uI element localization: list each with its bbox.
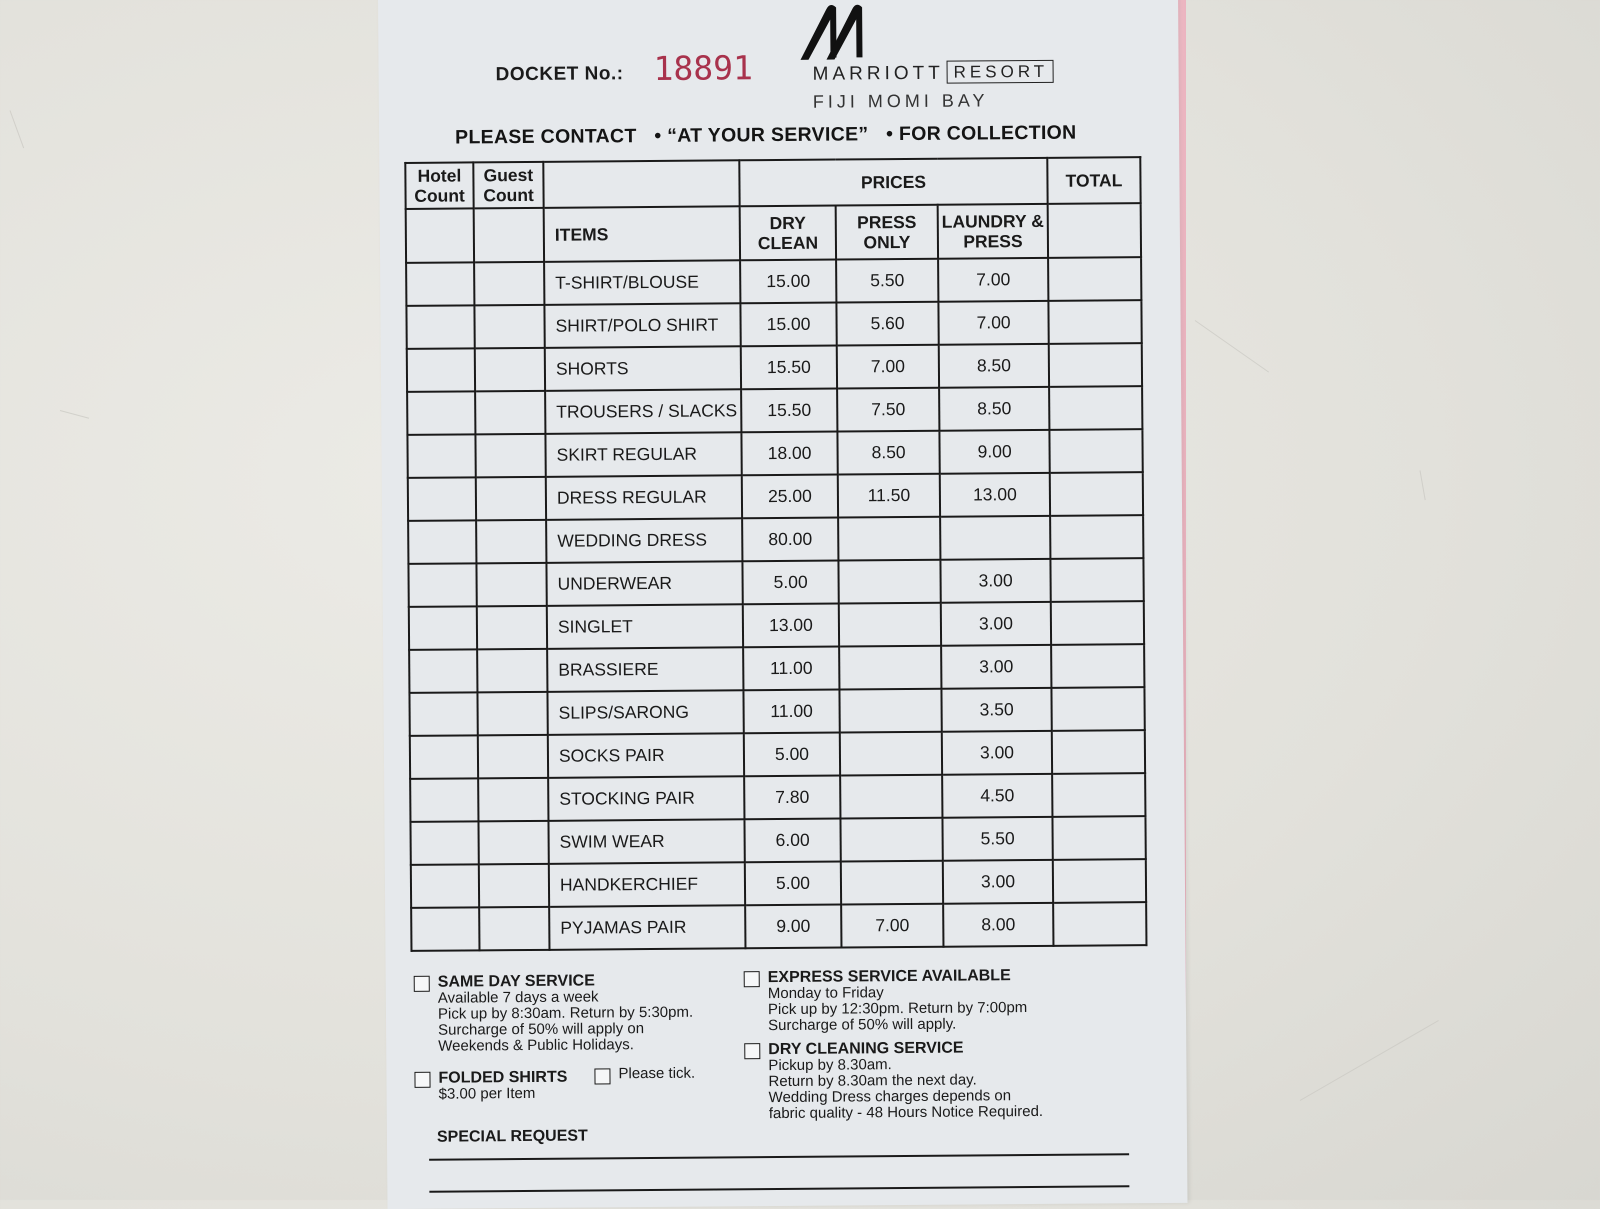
total-cell[interactable] bbox=[1050, 558, 1143, 602]
hotel-count-header: Hotel Count bbox=[405, 162, 473, 209]
laundry-press-price: 3.00 bbox=[941, 602, 1051, 646]
item-name: WEDDING DRESS bbox=[546, 518, 742, 563]
total-cell[interactable] bbox=[1048, 300, 1141, 344]
service-options bbox=[414, 967, 1154, 1123]
item-name: HANDKERCHIEF bbox=[549, 862, 745, 907]
table-row bbox=[407, 386, 1142, 435]
total-cell[interactable] bbox=[1049, 429, 1142, 473]
prices-header: PRICES bbox=[739, 158, 1047, 206]
hotel-count-cell[interactable] bbox=[407, 434, 475, 478]
table-row bbox=[407, 343, 1142, 392]
same-day-line: Pick up by 8:30am. Return by 5:30pm. bbox=[437, 1003, 694, 1023]
dry-cleaning-line: Return by 8.30am the next day. bbox=[768, 1071, 977, 1091]
table-row bbox=[410, 773, 1145, 822]
laundry-press-price: 3.00 bbox=[943, 860, 1053, 904]
table-row bbox=[406, 257, 1141, 306]
hotel-count-cell[interactable] bbox=[410, 735, 478, 779]
guest-count-cell[interactable] bbox=[476, 477, 546, 521]
dry-clean-price: 13.00 bbox=[743, 604, 839, 648]
guest-count-cell[interactable] bbox=[478, 778, 548, 822]
same-day-line: Surcharge of 50% will apply on bbox=[438, 1020, 645, 1039]
folded-shirts-price: $3.00 per Item bbox=[438, 1084, 536, 1103]
please-tick-checkbox[interactable] bbox=[594, 1068, 610, 1084]
guest-count-cell[interactable] bbox=[475, 434, 545, 478]
total-cell[interactable] bbox=[1051, 687, 1144, 731]
guest-count-blank bbox=[474, 208, 544, 263]
hotel-count-cell[interactable] bbox=[410, 778, 478, 822]
total-cell[interactable] bbox=[1051, 601, 1144, 645]
marble-vein bbox=[10, 110, 25, 148]
hotel-count-cell[interactable] bbox=[408, 477, 476, 521]
item-name: SHIRT/POLO SHIRT bbox=[544, 303, 740, 348]
guest-count-header: Guest Count bbox=[473, 162, 543, 209]
contact-line bbox=[455, 122, 1089, 150]
table-row bbox=[407, 429, 1142, 478]
hotel-count-cell[interactable] bbox=[407, 348, 475, 392]
guest-count-cell[interactable] bbox=[479, 907, 549, 951]
laundry-press-price: 8.00 bbox=[943, 903, 1053, 947]
item-name: SOCKS PAIR bbox=[548, 733, 744, 778]
contact-at-your-service: • “AT YOUR SERVICE” bbox=[654, 123, 869, 147]
dry-clean-price: 5.00 bbox=[745, 862, 841, 906]
hotel-count-cell[interactable] bbox=[408, 563, 476, 607]
laundry-press-price: 4.50 bbox=[942, 774, 1052, 818]
dry-clean-price: 11.00 bbox=[743, 647, 839, 691]
total-header: TOTAL bbox=[1047, 157, 1140, 204]
laundry-press-price: 8.50 bbox=[939, 387, 1049, 431]
total-blank bbox=[1048, 203, 1141, 258]
dry-clean-price: 18.00 bbox=[741, 432, 837, 476]
item-name: STOCKING PAIR bbox=[548, 776, 744, 821]
laundry-docket bbox=[378, 0, 1187, 1209]
items-header: ITEMS bbox=[544, 206, 740, 262]
same-day-title: SAME DAY SERVICE bbox=[437, 972, 595, 991]
dry-clean-price: 5.00 bbox=[744, 733, 840, 777]
marble-vein bbox=[60, 410, 89, 419]
press-only-price bbox=[838, 517, 940, 561]
same-day-line: Weekends & Public Holidays. bbox=[438, 1036, 634, 1055]
total-cell[interactable] bbox=[1048, 257, 1141, 301]
press-only-header: PRESS ONLY bbox=[836, 205, 938, 260]
items-blank-header bbox=[543, 160, 739, 208]
dry-clean-price: 15.50 bbox=[741, 389, 837, 433]
hotel-count-cell[interactable] bbox=[411, 864, 479, 908]
dry-cleaning-line: fabric quality - 48 Hours Notice Required. bbox=[768, 1102, 1044, 1123]
laundry-press-price: 5.50 bbox=[942, 817, 1052, 861]
marble-vein bbox=[1300, 1020, 1439, 1101]
table-row bbox=[410, 730, 1145, 779]
laundry-press-price: 7.00 bbox=[938, 258, 1048, 302]
contact-please: PLEASE CONTACT bbox=[455, 125, 637, 149]
guest-count-cell[interactable] bbox=[478, 821, 548, 865]
press-only-price bbox=[839, 603, 941, 647]
guest-count-cell[interactable] bbox=[475, 391, 545, 435]
total-cell[interactable] bbox=[1049, 386, 1142, 430]
folded-shirts-title: FOLDED SHIRTS bbox=[438, 1068, 568, 1087]
dry-clean-price: 9.00 bbox=[745, 905, 841, 949]
press-only-price bbox=[840, 732, 942, 776]
total-cell[interactable] bbox=[1053, 902, 1146, 946]
special-request-label: SPECIAL REQUEST bbox=[436, 1127, 588, 1146]
marble-vein bbox=[1420, 470, 1426, 500]
press-only-price: 7.00 bbox=[841, 904, 943, 948]
dry-clean-price: 7.80 bbox=[744, 776, 840, 820]
laundry-press-price: 13.00 bbox=[940, 473, 1050, 517]
hotel-count-cell[interactable] bbox=[411, 907, 479, 951]
special-request-line[interactable] bbox=[429, 1153, 1129, 1160]
dry-clean-price: 15.50 bbox=[741, 346, 837, 390]
guest-count-cell[interactable] bbox=[474, 305, 544, 349]
hotel-count-cell[interactable] bbox=[410, 821, 478, 865]
total-cell[interactable] bbox=[1052, 730, 1145, 774]
item-name: PYJAMAS PAIR bbox=[549, 905, 745, 950]
price-table bbox=[404, 156, 1147, 952]
laundry-press-price: 3.00 bbox=[941, 645, 1051, 689]
laundry-press-header: LAUNDRY & PRESS bbox=[938, 204, 1048, 259]
press-only-price: 7.00 bbox=[837, 345, 939, 389]
docket-number: 18891 bbox=[653, 48, 754, 88]
dry-clean-price: 15.00 bbox=[740, 260, 836, 304]
marble-vein bbox=[1195, 320, 1269, 372]
dry-clean-header: DRY CLEAN bbox=[740, 206, 836, 261]
item-name: UNDERWEAR bbox=[546, 561, 742, 606]
same-day-checkbox[interactable] bbox=[414, 976, 430, 992]
express-checkbox[interactable] bbox=[744, 971, 760, 987]
logo-brand: MARRIOTT bbox=[812, 62, 944, 85]
dry-clean-price: 15.00 bbox=[740, 303, 836, 347]
table-row bbox=[411, 902, 1146, 951]
dry-cleaning-line: Pickup by 8.30am. bbox=[768, 1056, 892, 1075]
table-row bbox=[406, 300, 1141, 349]
press-only-price bbox=[840, 775, 942, 819]
table-row bbox=[409, 687, 1144, 736]
press-only-price bbox=[839, 646, 941, 690]
express-title: EXPRESS SERVICE AVAILABLE bbox=[767, 967, 1011, 987]
laundry-press-price: 3.50 bbox=[941, 688, 1051, 732]
hotel-count-cell[interactable] bbox=[409, 606, 477, 650]
laundry-press-price: 9.00 bbox=[939, 430, 1049, 474]
guest-count-cell[interactable] bbox=[476, 563, 546, 607]
guest-count-cell[interactable] bbox=[476, 520, 546, 564]
hotel-count-cell[interactable] bbox=[407, 391, 475, 435]
item-name: DRESS REGULAR bbox=[546, 475, 742, 520]
same-day-line: Available 7 days a week bbox=[437, 988, 599, 1007]
laundry-press-price: 3.00 bbox=[940, 559, 1050, 603]
total-cell[interactable] bbox=[1051, 644, 1144, 688]
hotel-count-cell[interactable] bbox=[406, 262, 474, 306]
hotel-count-cell[interactable] bbox=[406, 305, 474, 349]
laundry-press-price: 7.00 bbox=[938, 301, 1048, 345]
table-row bbox=[408, 515, 1143, 564]
guest-count-cell[interactable] bbox=[477, 606, 547, 650]
item-name: SKIRT REGULAR bbox=[545, 432, 741, 477]
docket-label: DOCKET No.: bbox=[495, 63, 624, 86]
item-name: SINGLET bbox=[547, 604, 743, 649]
press-only-price bbox=[839, 689, 941, 733]
hotel-count-cell[interactable] bbox=[409, 692, 477, 736]
press-only-price: 8.50 bbox=[837, 431, 939, 475]
dry-clean-price: 6.00 bbox=[744, 819, 840, 863]
table-row bbox=[408, 472, 1143, 521]
dry-clean-price: 25.00 bbox=[742, 475, 838, 519]
guest-count-cell[interactable] bbox=[477, 649, 547, 693]
please-tick-label: Please tick. bbox=[618, 1064, 696, 1083]
item-name: SLIPS/SARONG bbox=[547, 690, 743, 735]
hotel-count-cell[interactable] bbox=[409, 649, 477, 693]
folded-shirts-checkbox[interactable] bbox=[414, 1072, 430, 1088]
press-only-price: 5.60 bbox=[836, 302, 938, 346]
dry-cleaning-line: Wedding Dress charges depends on bbox=[768, 1087, 1012, 1107]
total-cell[interactable] bbox=[1050, 515, 1143, 559]
total-cell[interactable] bbox=[1049, 343, 1142, 387]
press-only-price: 7.50 bbox=[837, 388, 939, 432]
table-row bbox=[411, 859, 1146, 908]
express-line: Monday to Friday bbox=[767, 984, 884, 1003]
item-name: T-SHIRT/BLOUSE bbox=[544, 260, 740, 305]
dry-clean-price: 11.00 bbox=[743, 690, 839, 734]
total-cell[interactable] bbox=[1052, 773, 1145, 817]
item-name: SHORTS bbox=[545, 346, 741, 391]
guest-count-cell[interactable] bbox=[479, 864, 549, 908]
logo-location: FIJI MOMI BAY bbox=[812, 90, 989, 112]
logo-resort: RESORT bbox=[947, 60, 1054, 84]
dry-cleaning-title: DRY CLEANING SERVICE bbox=[768, 1039, 964, 1059]
laundry-press-price bbox=[940, 516, 1050, 560]
total-cell[interactable] bbox=[1052, 816, 1145, 860]
marriott-logo-icon bbox=[796, 0, 876, 62]
guest-count-cell[interactable] bbox=[475, 348, 545, 392]
hotel-count-cell[interactable] bbox=[408, 520, 476, 564]
item-name: SWIM WEAR bbox=[548, 819, 744, 864]
press-only-price bbox=[841, 861, 943, 905]
guest-count-cell[interactable] bbox=[478, 735, 548, 779]
hotel-count-blank bbox=[406, 208, 474, 263]
press-only-price: 5.50 bbox=[836, 259, 938, 303]
guest-count-cell[interactable] bbox=[474, 262, 544, 306]
contact-collection: • FOR COLLECTION bbox=[886, 121, 1077, 146]
total-cell[interactable] bbox=[1050, 472, 1143, 516]
special-request-line[interactable] bbox=[429, 1185, 1129, 1192]
dry-cleaning-checkbox[interactable] bbox=[744, 1043, 760, 1059]
table-row bbox=[409, 644, 1144, 693]
table-row bbox=[410, 816, 1145, 865]
express-line: Surcharge of 50% will apply. bbox=[768, 1015, 957, 1035]
guest-count-cell[interactable] bbox=[477, 692, 547, 736]
laundry-press-price: 8.50 bbox=[939, 344, 1049, 388]
dry-clean-price: 80.00 bbox=[742, 518, 838, 562]
table-row bbox=[409, 601, 1144, 650]
express-line: Pick up by 12:30pm. Return by 7:00pm bbox=[767, 999, 1028, 1019]
laundry-press-price: 3.00 bbox=[942, 731, 1052, 775]
total-cell[interactable] bbox=[1053, 859, 1146, 903]
press-only-price bbox=[840, 818, 942, 862]
item-name: BRASSIERE bbox=[547, 647, 743, 692]
press-only-price bbox=[838, 560, 940, 604]
dry-clean-price: 5.00 bbox=[742, 561, 838, 605]
item-name: TROUSERS / SLACKS bbox=[545, 389, 741, 434]
press-only-price: 11.50 bbox=[838, 474, 940, 518]
table-row bbox=[408, 558, 1143, 607]
